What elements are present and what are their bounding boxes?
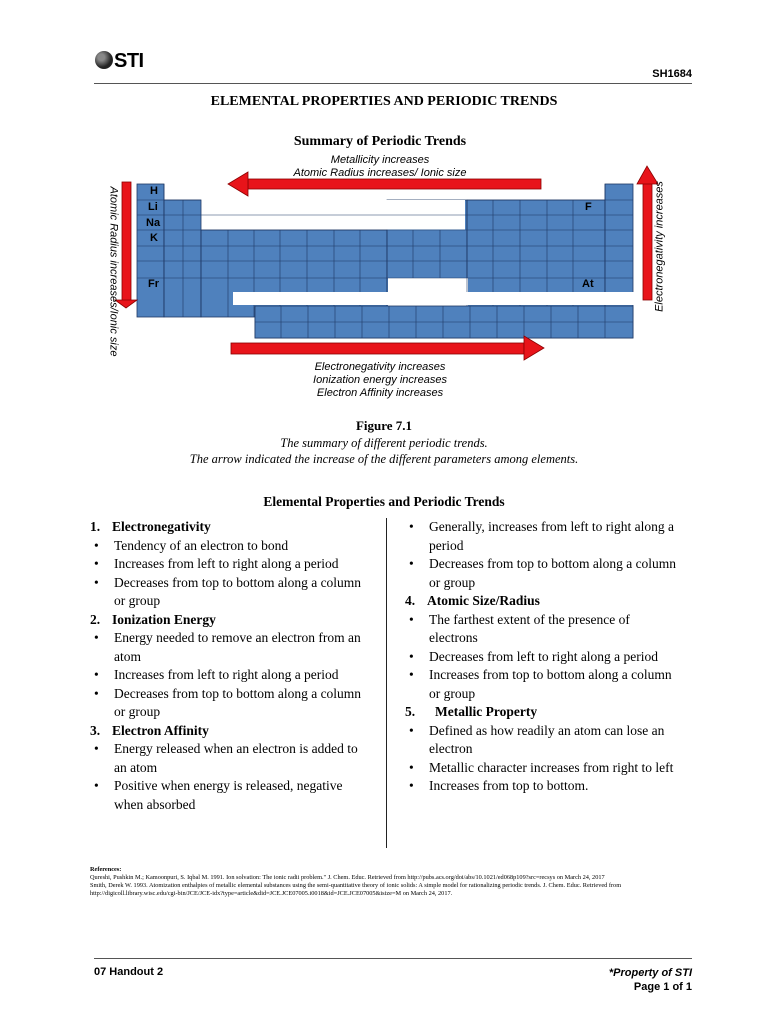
bottom-arrow-label: Electronegativity increases Ionization energy increases Electron Affinity increases bbox=[313, 361, 447, 399]
top-arrow-label: Metallicity increases Atomic Radius increases/ Ionic size bbox=[293, 154, 467, 179]
element-f: F bbox=[585, 201, 592, 213]
section-heading: 5. Metallic Property bbox=[405, 704, 538, 719]
figure-number: Figure 7.1 bbox=[355, 418, 413, 433]
section-title: Elemental Properties and Periodic Trends bbox=[263, 494, 505, 509]
list-item: • Increases from left to right along a period bbox=[90, 555, 365, 574]
handout-label: 07 Handout 2 bbox=[94, 966, 164, 978]
list-item: • Increases from top to bottom. bbox=[405, 777, 680, 796]
list-item: • Increases from left to right along a period bbox=[90, 666, 365, 685]
element-li: Li bbox=[148, 201, 158, 213]
list-item: • Decreases from top to bottom along a column or group bbox=[405, 555, 680, 592]
figure-caption: The summary of different periodic trends. The arrow indicated the increase of the different parameters among elements. bbox=[189, 436, 579, 466]
list-item: • Generally, increases from left to right along a period bbox=[405, 518, 680, 555]
f-block-rows bbox=[255, 306, 633, 338]
references: References: Qureshi, Pushkin M.; Kamoonpuri, S. Iqbal M. 1991. Ion solvation: The ionic radii problem." J. Chem. Educ. Retrieved from http://pubs.acs.org/doi/abs/10.1021/ed068p109?src=recsys on March 24, 2017 Smith, Derek W. 1993. Atomization enthalpies of metallic elemental substances using the semi-quantitative theory of ionic solids: A simple model for rationalizing periodic trends. J. Chem. Educ. Retrieved from http://digicoll.library.wisc.edu/cgi-bin/JCE/JCE-idx?type=article&did=JCE.JCE07005.i0018&id=JCE.JCE07005&isize=M on March 24, 2017. bbox=[90, 866, 682, 898]
list-item: • Tendency of an electron to bond bbox=[90, 537, 365, 556]
element-at: At bbox=[582, 278, 594, 290]
footer-divider bbox=[94, 958, 692, 959]
list-item: • Energy needed to remove an electron from an atom bbox=[90, 629, 365, 666]
element-h: H bbox=[150, 185, 158, 197]
header-divider bbox=[94, 83, 692, 84]
list-item: • Decreases from top to bottom along a column or group bbox=[90, 685, 365, 722]
list-item: • Energy released when an electron is added to an atom bbox=[90, 740, 365, 777]
bottom-right-arrow bbox=[231, 336, 544, 360]
document-code: SH1684 bbox=[652, 68, 692, 80]
element-fr: Fr bbox=[148, 278, 159, 290]
list-item: • Decreases from top to bottom along a column or group bbox=[90, 574, 365, 611]
element-k: K bbox=[150, 232, 158, 244]
section-heading: 3. Electron Affinity bbox=[90, 722, 209, 738]
reference-item: Qureshi, Pushkin M.; Kamoonpuri, S. Iqbal M. 1991. Ion solvation: The ionic radii problem." J. Chem. Educ. Retrieved from http://pubs.acs.org/doi/abs/10.1021/ed068p109?src=recsys on March 24, 2017 bbox=[90, 874, 605, 881]
element-na: Na bbox=[146, 217, 161, 229]
list-item: • Decreases from left to right along a period bbox=[405, 648, 680, 667]
column-divider bbox=[386, 518, 387, 848]
list-item: • Increases from top to bottom along a column or group bbox=[405, 666, 680, 703]
globe-icon bbox=[95, 51, 113, 69]
list-item: • Positive when energy is released, negative when absorbed bbox=[90, 777, 365, 814]
sti-logo: STI bbox=[95, 50, 144, 73]
reference-item: Smith, Derek W. 1993. Atomization enthalpies of metallic elemental substances using the semi-quantitative theory of ionic solids: A simple model for rationalizing periodic trends. J. Chem. Educ. Retrieved from http://digicoll.library.wisc.edu/cgi-bin/JCE/JCE-idx?type=article&did=JCE.JCE07005.i0018&id=JCE.JCE07005&isize=M on March 24, 2017. bbox=[90, 882, 622, 897]
right-column bbox=[405, 518, 680, 796]
footer-right: *Property of STI Page 1 of 1 bbox=[608, 967, 692, 993]
page-number: Page 1 of 1 bbox=[633, 981, 692, 993]
section-heading: 2. Ionization Energy bbox=[90, 611, 216, 627]
figure-title: Summary of Periodic Trends bbox=[293, 134, 467, 149]
list-item: • Defined as how readily an atom can lose an electron bbox=[405, 722, 680, 759]
left-arrow-label: Atomic Radius increases/Ionic size bbox=[107, 186, 120, 357]
page-title: ELEMENTAL PROPERTIES AND PERIODIC TRENDS bbox=[210, 94, 558, 109]
section-heading: 4. Atomic Size/Radius bbox=[405, 593, 540, 608]
right-arrow-label: Electronegativity increases bbox=[653, 181, 666, 312]
section-heading: 1. Electronegativity bbox=[90, 519, 211, 534]
list-item: • The farthest extent of the presence of electrons bbox=[405, 611, 680, 648]
left-column bbox=[90, 518, 365, 814]
list-item: • Metallic character increases from right to left bbox=[405, 759, 680, 778]
